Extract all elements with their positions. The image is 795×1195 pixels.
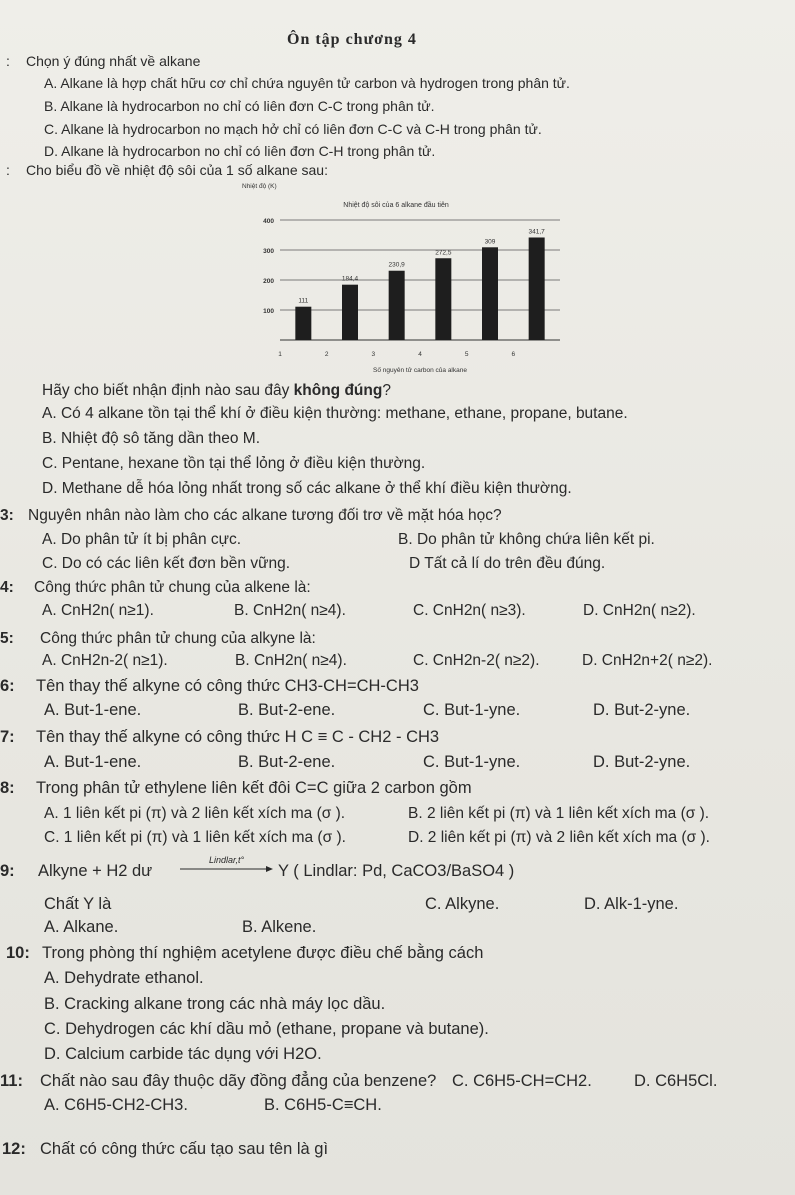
chart-ytick-label: 100 xyxy=(263,308,274,315)
q2-option-b: B. Nhiệt độ sô tăng dần theo M. xyxy=(42,430,260,447)
q1-option-c: C. Alkane là hydrocarbon no mạch hở chỉ có liên đơn C-C và C-H trong phân tử. xyxy=(44,121,542,137)
chart-data-label: 341,7 xyxy=(528,228,545,236)
q11-option-a: A. C6H5-CH2-CH3. xyxy=(44,1096,188,1114)
chart-title: Nhiệt độ sôi của 6 alkane đầu tiên xyxy=(343,202,449,209)
q2-option-a: A. Có 4 alkane tồn tại thể khí ở điều kiện thường: methane, ethane, propane, butane. xyxy=(42,405,628,422)
q5-option-d: D. CnH2n+2( n≥2). xyxy=(582,652,713,669)
chart-bar xyxy=(342,285,358,340)
q11-option-b: B. C6H5-C≡CH. xyxy=(264,1096,382,1114)
q10-number: 10: xyxy=(6,944,30,962)
q1-option-a: A. Alkane là hợp chất hữu cơ chỉ chứa nguyên tử carbon và hydrogen trong phân tử. xyxy=(44,75,570,91)
q8-option-c: C. 1 liên kết pi (π) và 1 liên kết xích ma (σ ). xyxy=(44,829,346,846)
q5-number: 5: xyxy=(0,630,14,647)
q11-option-c: C. C6H5-CH=CH2. xyxy=(452,1072,592,1090)
q4-option-a: A. CnH2n( n≥1). xyxy=(42,602,154,619)
chart-ylabel: Nhiệt độ (K) xyxy=(242,183,277,190)
q7-option-c: C. But-1-yne. xyxy=(423,753,521,771)
boiling-point-chart xyxy=(240,178,570,380)
chart-xlabel: Số nguyên tử carbon của alkane xyxy=(373,367,467,374)
chart-xtick-label: 4 xyxy=(418,351,422,358)
q3-option-b: B. Do phân tử không chứa liên kết pi. xyxy=(398,531,655,548)
q2-number: : xyxy=(6,162,10,178)
q3-option-c: C. Do có các liên kết đơn bền vững. xyxy=(42,555,290,572)
q1-option-d: D. Alkane là hydrocarbon no chỉ có liên đơn C-H trong phân tử. xyxy=(44,143,436,159)
chart-xtick-label: 3 xyxy=(371,351,376,358)
q7-option-d: D. But-2-yne. xyxy=(593,753,691,771)
q4-option-d: D. CnH2n( n≥2). xyxy=(583,602,696,619)
chart-data-label: 230,9 xyxy=(388,261,405,269)
q12-stem: Chất có công thức cấu tạo sau tên là gì xyxy=(40,1140,329,1158)
q5-option-b: B. CnH2n( n≥4). xyxy=(235,652,347,669)
q8-option-a: A. 1 liên kết pi (π) và 2 liên kết xích ma (σ ). xyxy=(44,805,346,822)
q2-stem: Cho biểu đồ về nhiệt độ sôi của 1 số alkane sau: xyxy=(26,162,328,178)
q9-sub: Chất Y là xyxy=(44,895,112,913)
q7-stem: Tên thay thế alkyne có công thức H C ≡ C - CH2 - CH3 xyxy=(36,728,440,746)
chart-bar xyxy=(529,237,545,340)
q9-option-d: D. Alk-1-yne. xyxy=(584,895,679,913)
q11-number: 11: xyxy=(0,1072,23,1090)
q10-option-a: A. Dehydrate ethanol. xyxy=(44,969,204,987)
chart-ytick-label: 400 xyxy=(263,218,274,225)
q4-stem: Công thức phân tử chung của alkene là: xyxy=(34,579,311,596)
chart-xtick-label: 1 xyxy=(278,351,282,358)
q2-emphasis: không đúng xyxy=(293,382,383,399)
q9-stem-end: Y ( Lindlar: Pd, CaCO3/BaSO4 ) xyxy=(278,862,515,880)
q6-option-a: A. But-1-ene. xyxy=(44,701,142,719)
q12-number: 12: xyxy=(2,1140,26,1158)
q5-option-a: A. CnH2n-2( n≥1). xyxy=(42,652,168,669)
q10-option-b: B. Cracking alkane trong các nhà máy lọc dầu. xyxy=(44,995,386,1013)
q10-option-d: D. Calcium carbide tác dụng với H2O. xyxy=(44,1045,322,1063)
q6-option-b: B. But-2-ene. xyxy=(238,701,336,719)
q11-stem: Chất nào sau đây thuộc dãy đồng đẳng của benzene? xyxy=(40,1072,437,1090)
chart-bars xyxy=(278,228,545,358)
chart-bar xyxy=(482,247,498,340)
q1-option-b: B. Alkane là hydrocarbon no chỉ có liên đơn C-C trong phân tử. xyxy=(44,98,435,114)
q2-option-d: D. Methane dễ hóa lỏng nhất trong số các alkane ở thể khí điều kiện thường. xyxy=(42,480,572,497)
q3-stem: Nguyên nhân nào làm cho các alkane tương đối trơ về mặt hóa học? xyxy=(28,507,502,524)
q7-option-b: B. But-2-ene. xyxy=(238,753,336,771)
chart-ytick-label: 200 xyxy=(263,278,274,285)
q11-option-d: D. C6H5Cl. xyxy=(634,1072,718,1090)
q8-option-d: D. 2 liên kết pi (π) và 2 liên kết xích ma (σ ). xyxy=(408,829,710,846)
q4-option-c: C. CnH2n( n≥3). xyxy=(413,602,526,619)
reaction-arrow xyxy=(180,855,273,873)
q2-option-c: C. Pentane, hexane tồn tại thể lỏng ở điều kiện thường. xyxy=(42,455,426,472)
q9-option-c: C. Alkyne. xyxy=(425,895,500,913)
q6-stem: Tên thay thế alkyne có công thức CH3-CH=CH-CH3 xyxy=(36,677,419,695)
q9-option-a: A. Alkane. xyxy=(44,918,119,936)
chart-bar xyxy=(435,258,451,340)
page-title: Ôn tập chương 4 xyxy=(287,31,417,48)
q3-option-a: A. Do phân tử ít bị phân cực. xyxy=(42,531,242,548)
q9-option-b: B. Alkene. xyxy=(242,918,317,936)
q8-stem: Trong phân tử ethylene liên kết đôi C=C giữa 2 carbon gồm xyxy=(36,779,472,797)
chart-bar xyxy=(295,307,311,340)
q2-question: Hãy cho biết nhận định nào sau đây không đúng? xyxy=(42,382,391,399)
q9-stem-start: Alkyne + H2 dư xyxy=(38,862,153,880)
q1-marker: : xyxy=(6,53,10,69)
q4-option-b: B. CnH2n( n≥4). xyxy=(234,602,346,619)
q5-stem: Công thức phân tử chung của alkyne là: xyxy=(40,630,316,647)
q3-number: 3: xyxy=(0,507,14,524)
q8-number: 8: xyxy=(0,779,15,797)
q6-number: 6: xyxy=(0,677,15,695)
chart-bar xyxy=(389,271,405,340)
q10-option-c: C. Dehydrogen các khí dầu mỏ (ethane, propane và butane). xyxy=(44,1020,489,1038)
q3-option-d: D Tất cả lí do trên đều đúng. xyxy=(409,555,606,572)
q6-option-c: C. But-1-yne. xyxy=(423,701,521,719)
q9-number: 9: xyxy=(0,862,15,880)
q4-number: 4: xyxy=(0,579,14,596)
chart-data-label: 272,5 xyxy=(435,249,452,257)
q7-number: 7: xyxy=(0,728,15,746)
q5-option-c: C. CnH2n-2( n≥2). xyxy=(413,652,540,669)
q1-stem: Chọn ý đúng nhất về alkane xyxy=(26,53,201,69)
arrow-icon xyxy=(180,865,273,873)
q7-option-a: A. But-1-ene. xyxy=(44,753,142,771)
chart-xtick-label: 2 xyxy=(324,351,329,358)
chart-xtick-label: 5 xyxy=(464,351,469,358)
arrow-label: Lindlar,t° xyxy=(208,855,245,865)
chart-data-label: 309 xyxy=(484,238,496,246)
chart-ytick-label: 300 xyxy=(263,248,274,255)
chart-xtick-label: 6 xyxy=(511,351,516,358)
chart-data-label: 111 xyxy=(298,297,309,305)
chart-data-label: 184,4 xyxy=(341,275,359,283)
q8-option-b: B. 2 liên kết pi (π) và 1 liên kết xích ma (σ ). xyxy=(408,805,710,822)
q10-stem: Trong phòng thí nghiệm acetylene được điều chế bằng cách xyxy=(42,944,484,962)
q6-option-d: D. But-2-yne. xyxy=(593,701,691,719)
